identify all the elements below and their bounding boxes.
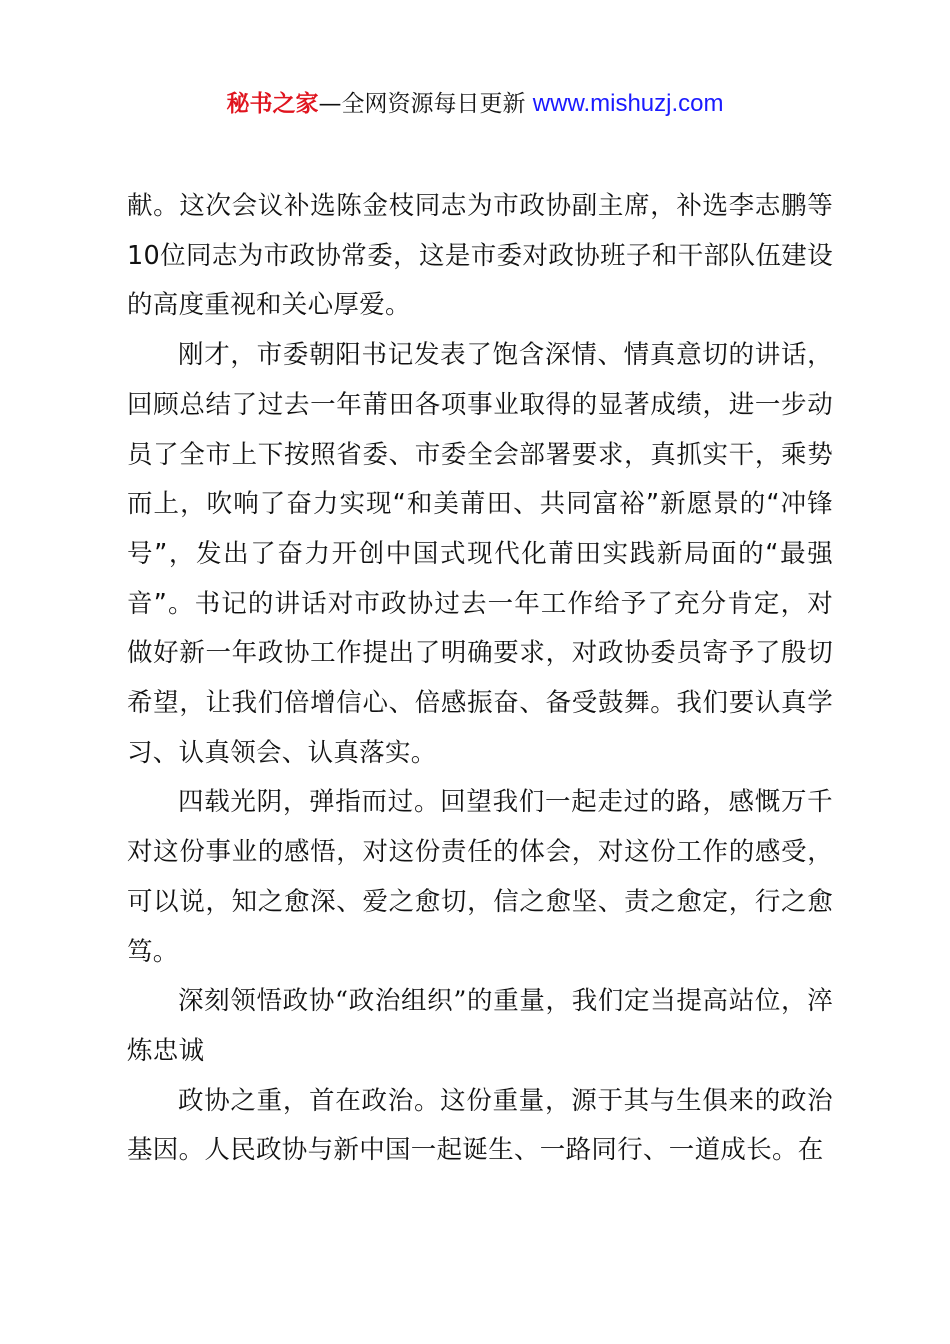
section-heading: 深刻领悟政协“政治组织”的重量，我们定当提高站位，淬炼忠诚	[127, 986, 833, 1066]
paragraph-3: 四载光阴，弹指而过。回望我们一起走过的路，感慨万千对这份事业的感悟，对这份责任的体会，对这份工作的感受，可以说，知之愈深、爱之愈切，信之愈坚、责之愈定，行之愈笃。	[127, 787, 833, 967]
site-tagline: —全网资源每日更新	[318, 91, 533, 117]
site-header	[0, 88, 950, 120]
paragraph-2: 刚才，市委朝阳书记发表了饱含深情、情真意切的讲话，回顾总结了过去一年莆田各项事业取得的显著成绩，进一步动员了全市上下按照省委、市委全会部署要求，真抓实干，乘势而上，吹响了奋力实现“和美莆田、共同富裕”新愿景的“冲锋号”，发出了奋力开创中国式现代化莆田实践新局面的“最强音”。书记的讲话对市政协过去一年工作给予了充分肯定，对做好新一年政协工作提出了明确要求，对政协委员寄予了殷切希望，让我们倍增信心、倍感振奋、备受鼓舞。我们要认真学习、认真领会、认真落实。	[127, 340, 833, 768]
site-brand: 秘书之家	[226, 91, 319, 117]
document-body	[127, 182, 833, 1176]
site-url-link[interactable]: www.mishuzj.com	[532, 90, 724, 117]
paragraph-4: 政协之重，首在政治。这份重量，源于其与生俱来的政治基因。人民政协与新中国一起诞生、一路同行、一道成长。在	[127, 1085, 833, 1166]
paragraph-1: 献。这次会议补选陈金枝同志为市政协副主席，补选李志鹏等10位同志为市政协常委，这是市委对政协班子和干部队伍建设的高度重视和关心厚爱。	[127, 191, 833, 321]
